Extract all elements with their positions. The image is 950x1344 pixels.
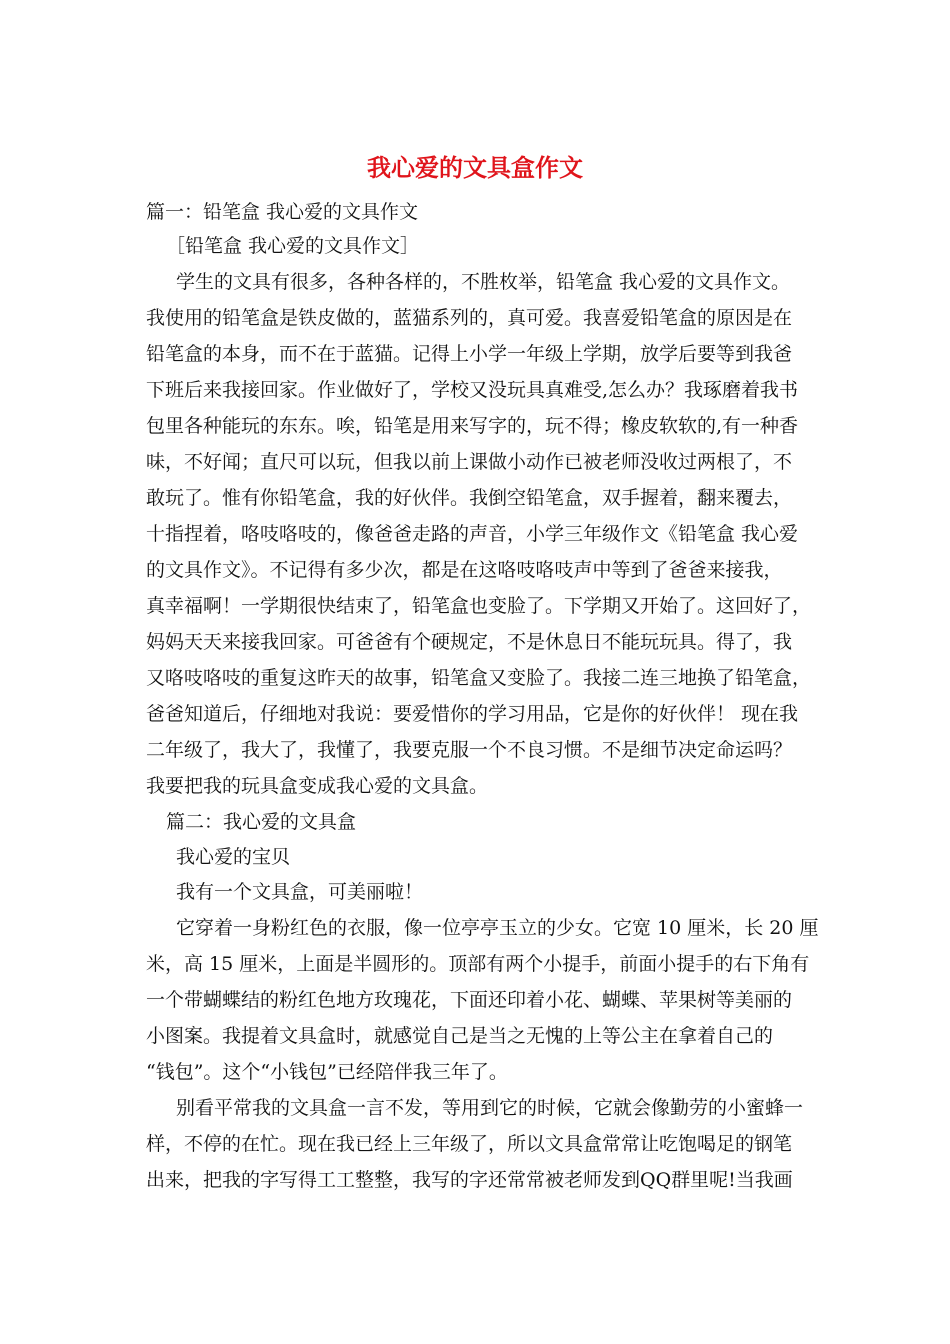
text-line: 包里各种能玩的东东。唉，铅笔是用来写字的，玩不得；橡皮软软的,有一种香 <box>146 415 799 437</box>
text-line: ［铅笔盒 我心爱的文具作文］ <box>166 235 420 257</box>
text-line: 别看平常我的文具盒一言不发，等用到它的时候，它就会像勤劳的小蜜蜂一 <box>176 1097 804 1119</box>
text-line: 的文具作文》。不记得有多少次，都是在这咯吱咯吱声中等到了爸爸来接我， <box>146 559 783 581</box>
text-line: 又咯吱咯吱的重复这昨天的故事，铅笔盒又变脸了。我接二连三地换了铅笔盒， <box>146 667 812 689</box>
text-line: 爸爸知道后，仔细地对我说：要爱惜你的学习用品，它是你的好伙伴！ 现在我 <box>146 703 799 725</box>
text-line: 我要把我的玩具盒变成我心爱的文具盒。 <box>146 775 489 797</box>
text-line: 十指捏着，咯吱咯吱的，像爸爸走路的声音，小学三年级作文《铅笔盒 我心爱 <box>146 523 799 545</box>
text-line: 二年级了，我大了，我懂了，我要克服一个不良习惯。不是细节决定命运吗？ <box>146 739 793 761</box>
text-line: 我有一个文具盒，可美丽啦！ <box>176 881 424 903</box>
text-line: 味，不好闻；直尺可以玩，但我以前上课做小动作已被老师没收过两根了，不 <box>146 451 793 473</box>
text-line: 敢玩了。惟有你铅笔盒，我的好伙伴。我倒空铅笔盒，双手握着，翻来覆去， <box>146 487 793 509</box>
text-line: 我心爱的宝贝 <box>176 846 291 868</box>
text-line: 下班后来我接回家。作业做好了，学校又没玩具真难受,怎么办？我琢磨着我书 <box>146 379 799 401</box>
text-line: 小图案。我提着文具盒时，就感觉自己是当之无愧的上等公主在拿着自己的 <box>146 1025 774 1047</box>
text-line: 铅笔盒的本身，而不在于蓝猫。记得上小学一年级上学期，放学后要等到我爸 <box>146 343 793 365</box>
document-title: 我心爱的文具盒作文 <box>367 154 583 182</box>
section-heading: 篇二：我心爱的文具盒 <box>166 811 357 833</box>
text-line: 它穿着一身粉红色的衣服，像一位亭亭玉立的少女。它宽 10 厘米，长 20 厘 <box>176 917 819 939</box>
text-line: 真幸福啊！一学期很快结束了，铅笔盒也变脸了。下学期又开始了。这回好了， <box>146 595 812 617</box>
text-line: 出来，把我的字写得工工整整，我写的字还常常被老师发到QQ群里呢!当我画 <box>146 1169 793 1191</box>
text-line: 妈妈天天来接我回家。可爸爸有个硬规定，不是休息日不能玩玩具。得了，我 <box>146 631 793 653</box>
text-line: 篇一：铅笔盒 我心爱的文具作文 <box>146 201 419 223</box>
text-line: 学生的文具有很多，各种各样的，不胜枚举，铅笔盒 我心爱的文具作文。 <box>176 271 791 293</box>
text-line: 我使用的铅笔盒是铁皮做的，蓝猫系列的，真可爱。我喜爱铅笔盒的原因是在 <box>146 307 793 329</box>
text-line: 样，不停的在忙。现在我已经上三年级了，所以文具盒常常让吃饱喝足的钢笔 <box>146 1133 793 1155</box>
text-line: “钱包”。这个“小钱包”已经陪伴我三年了。 <box>146 1061 508 1083</box>
text-line: 一个带蝴蝶结的粉红色地方玫瑰花，下面还印着小花、蝴蝶、苹果树等美丽的 <box>146 989 793 1011</box>
text-line: 米，高 15 厘米，上面是半圆形的。顶部有两个小提手，前面小提手的右下角有 <box>146 953 810 975</box>
